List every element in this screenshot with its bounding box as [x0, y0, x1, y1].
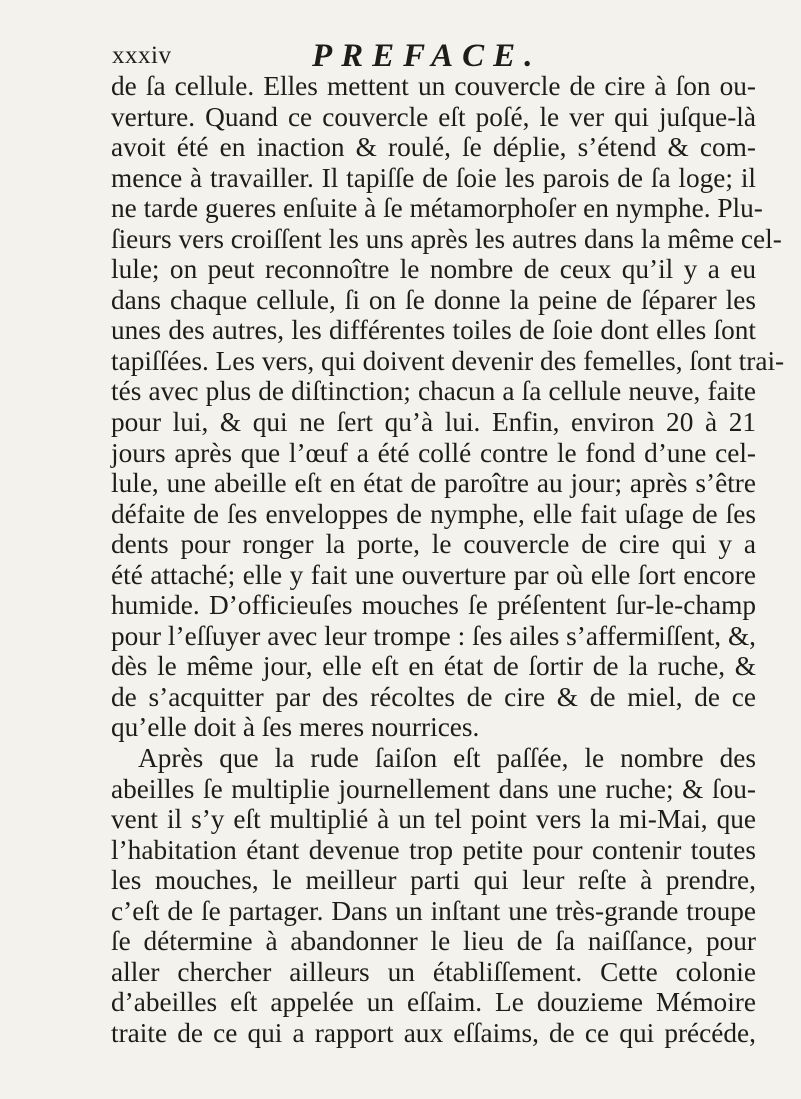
text-line: défaite de ſes enveloppes de nymphe, elle fait uſage de ſes — [111, 498, 756, 529]
text-line: ſieurs vers croiſſent les uns après les autres dans la même cel- — [111, 223, 782, 254]
text-line: humide. D’officieuſes mouches ſe préſentent ſur-le-champ — [111, 590, 756, 621]
text-line: vent il s’y eſt multiplié à un tel point vers la mi-Mai, que — [111, 804, 756, 835]
text-line: lule; on peut reconnoître le nombre de ceux qu’il y a eu — [111, 254, 756, 285]
text-line: d’abeilles eſt appelée un eſſaim. Le douzieme Mémoire — [111, 987, 756, 1018]
text-line: avoit été en inaction & roulé, ſe déplie, s’étend & com- — [111, 132, 756, 163]
text-line: c’eſt de ſe partager. Dans un inſtant une très-grande troupe — [111, 895, 756, 926]
text-line: lule, une abeille eſt en état de paroître au jour; après s’être — [111, 468, 756, 499]
text-line: de ſa cellule. Elles mettent un couvercle de cire à ſon ou- — [111, 71, 756, 101]
text-line: qu’elle doit à ſes meres nourrices. — [111, 712, 480, 743]
text-line: été attaché; elle y fait une ouverture par où elle ſort encore — [111, 559, 756, 590]
text-line: dents pour ronger la porte, le couvercle de cire qui y a — [111, 529, 756, 560]
running-head: PREFACE. — [312, 38, 542, 74]
text-line: ne tarde gueres enſuite à ſe métamorphoſer en nymphe. Plu- — [111, 193, 763, 224]
text-line: de s’acquitter par des récoltes de cire & de miel, de ce — [111, 681, 756, 712]
body-text — [111, 71, 785, 1049]
text-line: abeilles ſe multiplie journellement dans une ruche; & ſou- — [111, 773, 756, 804]
text-line: tapiſſées. Les vers, qui doivent devenir des femelles, ſont trai- — [111, 345, 785, 376]
text-line: pour lui, & qui ne ſert qu’à lui. Enfin, environ 20 à 21 — [111, 407, 756, 438]
text-line: tés avec plus de diſtinction; chacun a ſa cellule neuve, faite — [111, 376, 756, 407]
page-number: xxxiv — [112, 42, 172, 69]
text-line: jours après que l’œuf a été collé contre le fond d’une cel- — [111, 437, 756, 468]
text-line: aller chercher ailleurs un établiſſement. Cette colonie — [111, 956, 756, 987]
text-line: Après que la rude ſaiſon eſt paſſée, le nombre des — [138, 743, 756, 774]
text-line: mence à travailler. Il tapiſſe de ſoie les parois de ſa loge; il — [111, 162, 756, 193]
text-line: l’habitation étant devenue trop petite pour contenir toutes — [111, 834, 756, 865]
text-line: traite de ce qui a rapport aux eſſaims, de ce qui précéde, — [111, 1017, 756, 1048]
text-line: ſe détermine à abandonner le lieu de ſa naiſſance, pour — [111, 926, 756, 957]
text-line: pour l’eſſuyer avec leur trompe : ſes ailes s’affermiſſent, &, — [111, 620, 756, 651]
text-line: les mouches, le meilleur parti qui leur reſte à prendre, — [111, 865, 756, 896]
text-line: dès le même jour, elle eſt en état de ſortir de la ruche, & — [111, 651, 756, 682]
text-line: verture. Quand ce couvercle eſt poſé, le ver qui juſque-là — [111, 101, 756, 132]
text-line: dans chaque cellule, ſi on ſe donne la peine de ſéparer les — [111, 284, 756, 315]
text-line: unes des autres, les différentes toiles de ſoie dont elles ſont — [111, 315, 756, 346]
page-header — [112, 36, 752, 76]
